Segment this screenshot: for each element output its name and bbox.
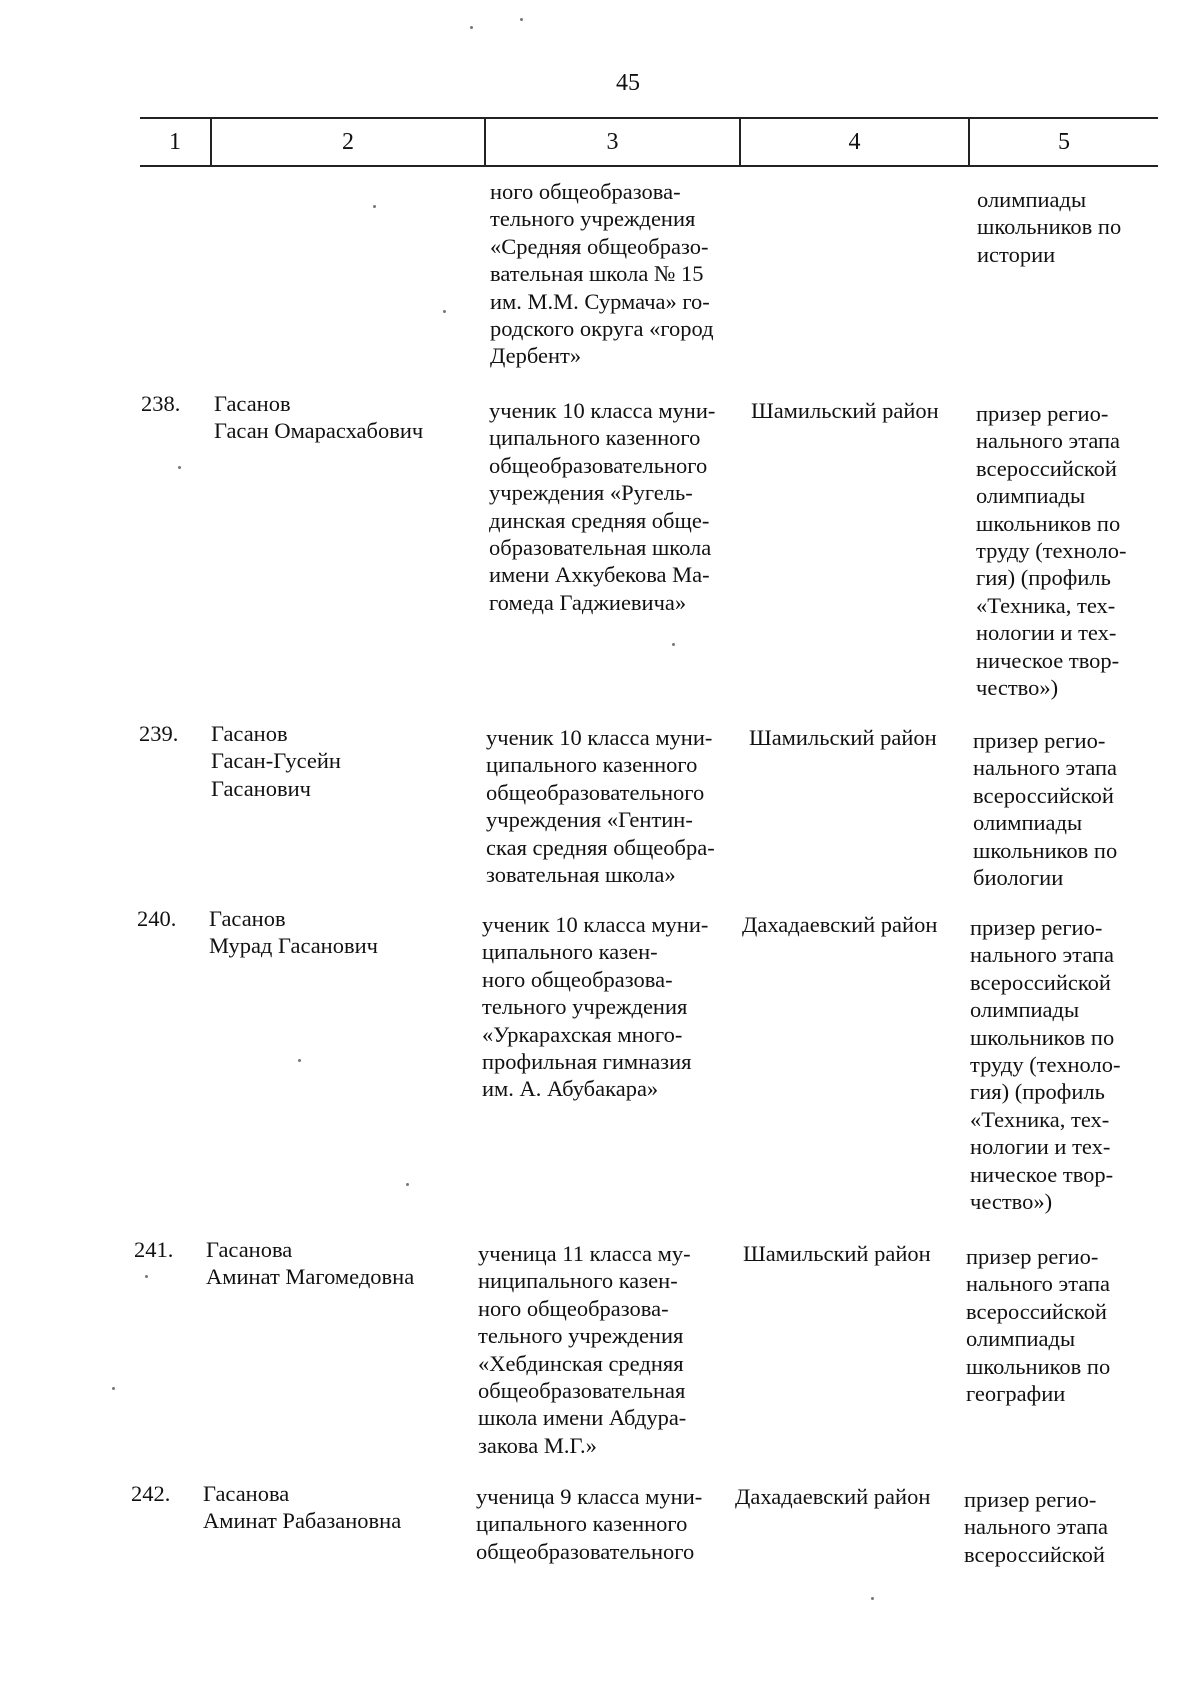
result-line: олимпиады bbox=[973, 810, 1083, 836]
result-line: школьников по bbox=[970, 1024, 1115, 1050]
school-cell bbox=[490, 178, 740, 370]
result-line: призер регио- bbox=[973, 728, 1106, 753]
result-line: всероссийской bbox=[966, 1298, 1107, 1324]
school-cell bbox=[482, 911, 732, 1103]
school-cell bbox=[478, 1240, 728, 1459]
result-line: призер регио- bbox=[970, 915, 1103, 940]
result-line: ническое твор- bbox=[970, 1161, 1114, 1187]
result-line: призер регио- bbox=[976, 401, 1109, 426]
school-line: зовательная школа» bbox=[486, 862, 676, 888]
result-line: олимпиады bbox=[970, 997, 1080, 1023]
result-line: нального этапа bbox=[976, 428, 1121, 454]
given-name: Мурад Гасанович bbox=[209, 933, 378, 959]
name-cell bbox=[214, 390, 464, 445]
result-line: ническое твор- bbox=[976, 647, 1120, 673]
school-line: «Хебдинская средняя bbox=[478, 1350, 684, 1376]
school-line: тельного учреждения bbox=[482, 994, 688, 1020]
name-cell bbox=[209, 905, 459, 960]
row-number: 239. bbox=[139, 721, 179, 746]
surname: Гасанов bbox=[209, 906, 286, 931]
school-line: общеобразовательного bbox=[486, 779, 705, 805]
school-line: ципального казенного bbox=[476, 1511, 688, 1537]
result-line: истории bbox=[977, 241, 1056, 267]
scan-speck bbox=[178, 466, 181, 469]
result-line: географии bbox=[966, 1381, 1066, 1407]
school-line: ученик 10 класса муни- bbox=[482, 912, 709, 937]
surname: Гасанов bbox=[211, 721, 288, 746]
given-name: Аминат Рабазановна bbox=[203, 1508, 402, 1534]
result-line: олимпиады bbox=[976, 483, 1086, 509]
patronymic: Гасанович bbox=[211, 775, 311, 801]
result-line: олимпиады bbox=[966, 1326, 1076, 1352]
row-number: 242. bbox=[131, 1481, 171, 1506]
result-line: гия) (профиль bbox=[976, 565, 1111, 591]
header-col-4: 4 bbox=[848, 129, 861, 155]
result-line: чество») bbox=[970, 1189, 1053, 1215]
school-line: общеобразовательного bbox=[489, 452, 708, 478]
name-cell bbox=[203, 1480, 453, 1535]
result-line: школьников по bbox=[976, 510, 1121, 536]
result-line: биологии bbox=[973, 865, 1064, 891]
result-line: школьников по bbox=[966, 1353, 1111, 1379]
school-line: школа имени Абдура- bbox=[478, 1405, 687, 1431]
school-line: ного общеобразова- bbox=[490, 179, 681, 204]
scan-speck bbox=[406, 1183, 409, 1186]
scan-speck bbox=[443, 310, 446, 313]
result-cell bbox=[966, 1243, 1146, 1407]
school-line: ного общеобразова- bbox=[478, 1295, 669, 1321]
scan-speck bbox=[470, 26, 473, 29]
school-line: имени Ахкубекова Ма- bbox=[489, 562, 710, 588]
result-line: труду (техноло- bbox=[970, 1052, 1121, 1078]
school-line: родского округа «город bbox=[490, 316, 714, 342]
row-number: 241. bbox=[134, 1237, 174, 1262]
school-line: закова М.Г.» bbox=[478, 1432, 597, 1458]
given-name: Аминат Магомедовна bbox=[206, 1264, 415, 1290]
district-cell: Дахадаевский район bbox=[742, 912, 938, 937]
result-cell bbox=[964, 1486, 1144, 1568]
school-line: динская средняя обще- bbox=[489, 507, 710, 533]
surname: Гасанова bbox=[203, 1481, 290, 1506]
school-line: «Уркарахская много- bbox=[482, 1021, 683, 1047]
given-name: Гасан Омарасхабович bbox=[214, 418, 424, 444]
district-cell: Шамильский район bbox=[749, 725, 937, 750]
school-line: «Средняя общеобразо- bbox=[490, 233, 709, 259]
result-line: нального этапа bbox=[970, 942, 1115, 968]
result-line: гия) (профиль bbox=[970, 1079, 1105, 1105]
result-line: всероссийской bbox=[976, 455, 1117, 481]
result-line: «Техника, тех- bbox=[970, 1106, 1110, 1132]
school-line: ципального казен- bbox=[482, 939, 658, 965]
result-line: призер регио- bbox=[964, 1487, 1097, 1512]
scan-speck bbox=[112, 1387, 115, 1390]
school-line: ученица 11 класса му- bbox=[478, 1241, 691, 1266]
school-cell bbox=[476, 1483, 726, 1565]
surname: Гасанов bbox=[214, 391, 291, 416]
result-line: «Техника, тех- bbox=[976, 592, 1116, 618]
scan-speck bbox=[298, 1059, 301, 1062]
surname: Гасанова bbox=[206, 1237, 293, 1262]
result-line: призер регио- bbox=[966, 1244, 1099, 1269]
school-line: образовательная школа bbox=[489, 535, 712, 561]
header-col-1: 1 bbox=[169, 129, 181, 155]
result-line: всероссийской bbox=[973, 782, 1114, 808]
school-line: общеобразовательная bbox=[478, 1378, 686, 1404]
school-line: тельного учреждения bbox=[490, 206, 696, 232]
school-line: Дербент» bbox=[490, 343, 582, 369]
result-line: школьников по bbox=[973, 837, 1118, 863]
row-number: 238. bbox=[141, 391, 181, 416]
result-cell bbox=[970, 914, 1150, 1215]
school-line: учреждения «Гентин- bbox=[486, 807, 693, 833]
school-cell bbox=[489, 397, 739, 616]
school-line: тельного учреждения bbox=[478, 1323, 684, 1349]
district-cell: Шамильский район bbox=[743, 1241, 931, 1266]
result-line: всероссийской bbox=[964, 1541, 1105, 1567]
school-line: ниципального казен- bbox=[478, 1268, 678, 1294]
district-cell: Дахадаевский район bbox=[735, 1484, 931, 1509]
school-line: ного общеобразова- bbox=[482, 966, 673, 992]
result-cell bbox=[973, 727, 1153, 891]
result-line: нального этапа bbox=[964, 1514, 1109, 1540]
result-cell bbox=[976, 400, 1156, 701]
header-col-2: 2 bbox=[342, 129, 354, 155]
scan-speck bbox=[871, 1597, 874, 1600]
school-line: вательная школа № 15 bbox=[490, 261, 704, 287]
scan-speck bbox=[520, 18, 523, 21]
school-line: им. А. Абубакара» bbox=[482, 1076, 659, 1102]
school-line: общеобразовательного bbox=[476, 1538, 695, 1564]
result-line: нологии и тех- bbox=[976, 620, 1117, 646]
school-line: ученик 10 класса муни- bbox=[486, 725, 713, 750]
table-header bbox=[140, 117, 1158, 167]
scan-speck bbox=[672, 643, 675, 646]
result-line: школьников по bbox=[977, 214, 1122, 240]
result-line: чество») bbox=[976, 675, 1059, 701]
school-line: гомеда Гаджиевича» bbox=[489, 589, 687, 615]
school-line: им. М.М. Сурмача» го- bbox=[490, 288, 710, 314]
scan-speck bbox=[145, 1275, 148, 1278]
school-cell bbox=[486, 724, 736, 888]
school-line: ученик 10 класса муни- bbox=[489, 398, 716, 423]
header-col-3: 3 bbox=[606, 129, 619, 155]
result-line: всероссийской bbox=[970, 969, 1111, 995]
name-cell bbox=[211, 720, 461, 802]
result-line: труду (техноло- bbox=[976, 538, 1127, 564]
header-col-5: 5 bbox=[1058, 129, 1070, 155]
school-line: профильная гимназия bbox=[482, 1049, 692, 1075]
given-name: Гасан-Гусейн bbox=[211, 748, 341, 774]
result-line: нального этапа bbox=[973, 755, 1118, 781]
school-line: учреждения «Ругель- bbox=[489, 480, 693, 506]
scan-speck bbox=[373, 205, 376, 208]
school-line: ципального казенного bbox=[489, 425, 701, 451]
row-number: 240. bbox=[137, 906, 177, 931]
school-line: ученица 9 класса муни- bbox=[476, 1484, 703, 1509]
page-number: 45 bbox=[616, 70, 640, 96]
school-line: ская средняя общеобра- bbox=[486, 834, 715, 860]
result-cell bbox=[977, 186, 1157, 268]
result-line: нологии и тех- bbox=[970, 1134, 1111, 1160]
district-cell: Шамильский район bbox=[751, 398, 939, 423]
result-line: нального этапа bbox=[966, 1271, 1111, 1297]
result-line: олимпиады bbox=[977, 187, 1087, 212]
school-line: ципального казенного bbox=[486, 752, 698, 778]
name-cell bbox=[206, 1236, 456, 1291]
